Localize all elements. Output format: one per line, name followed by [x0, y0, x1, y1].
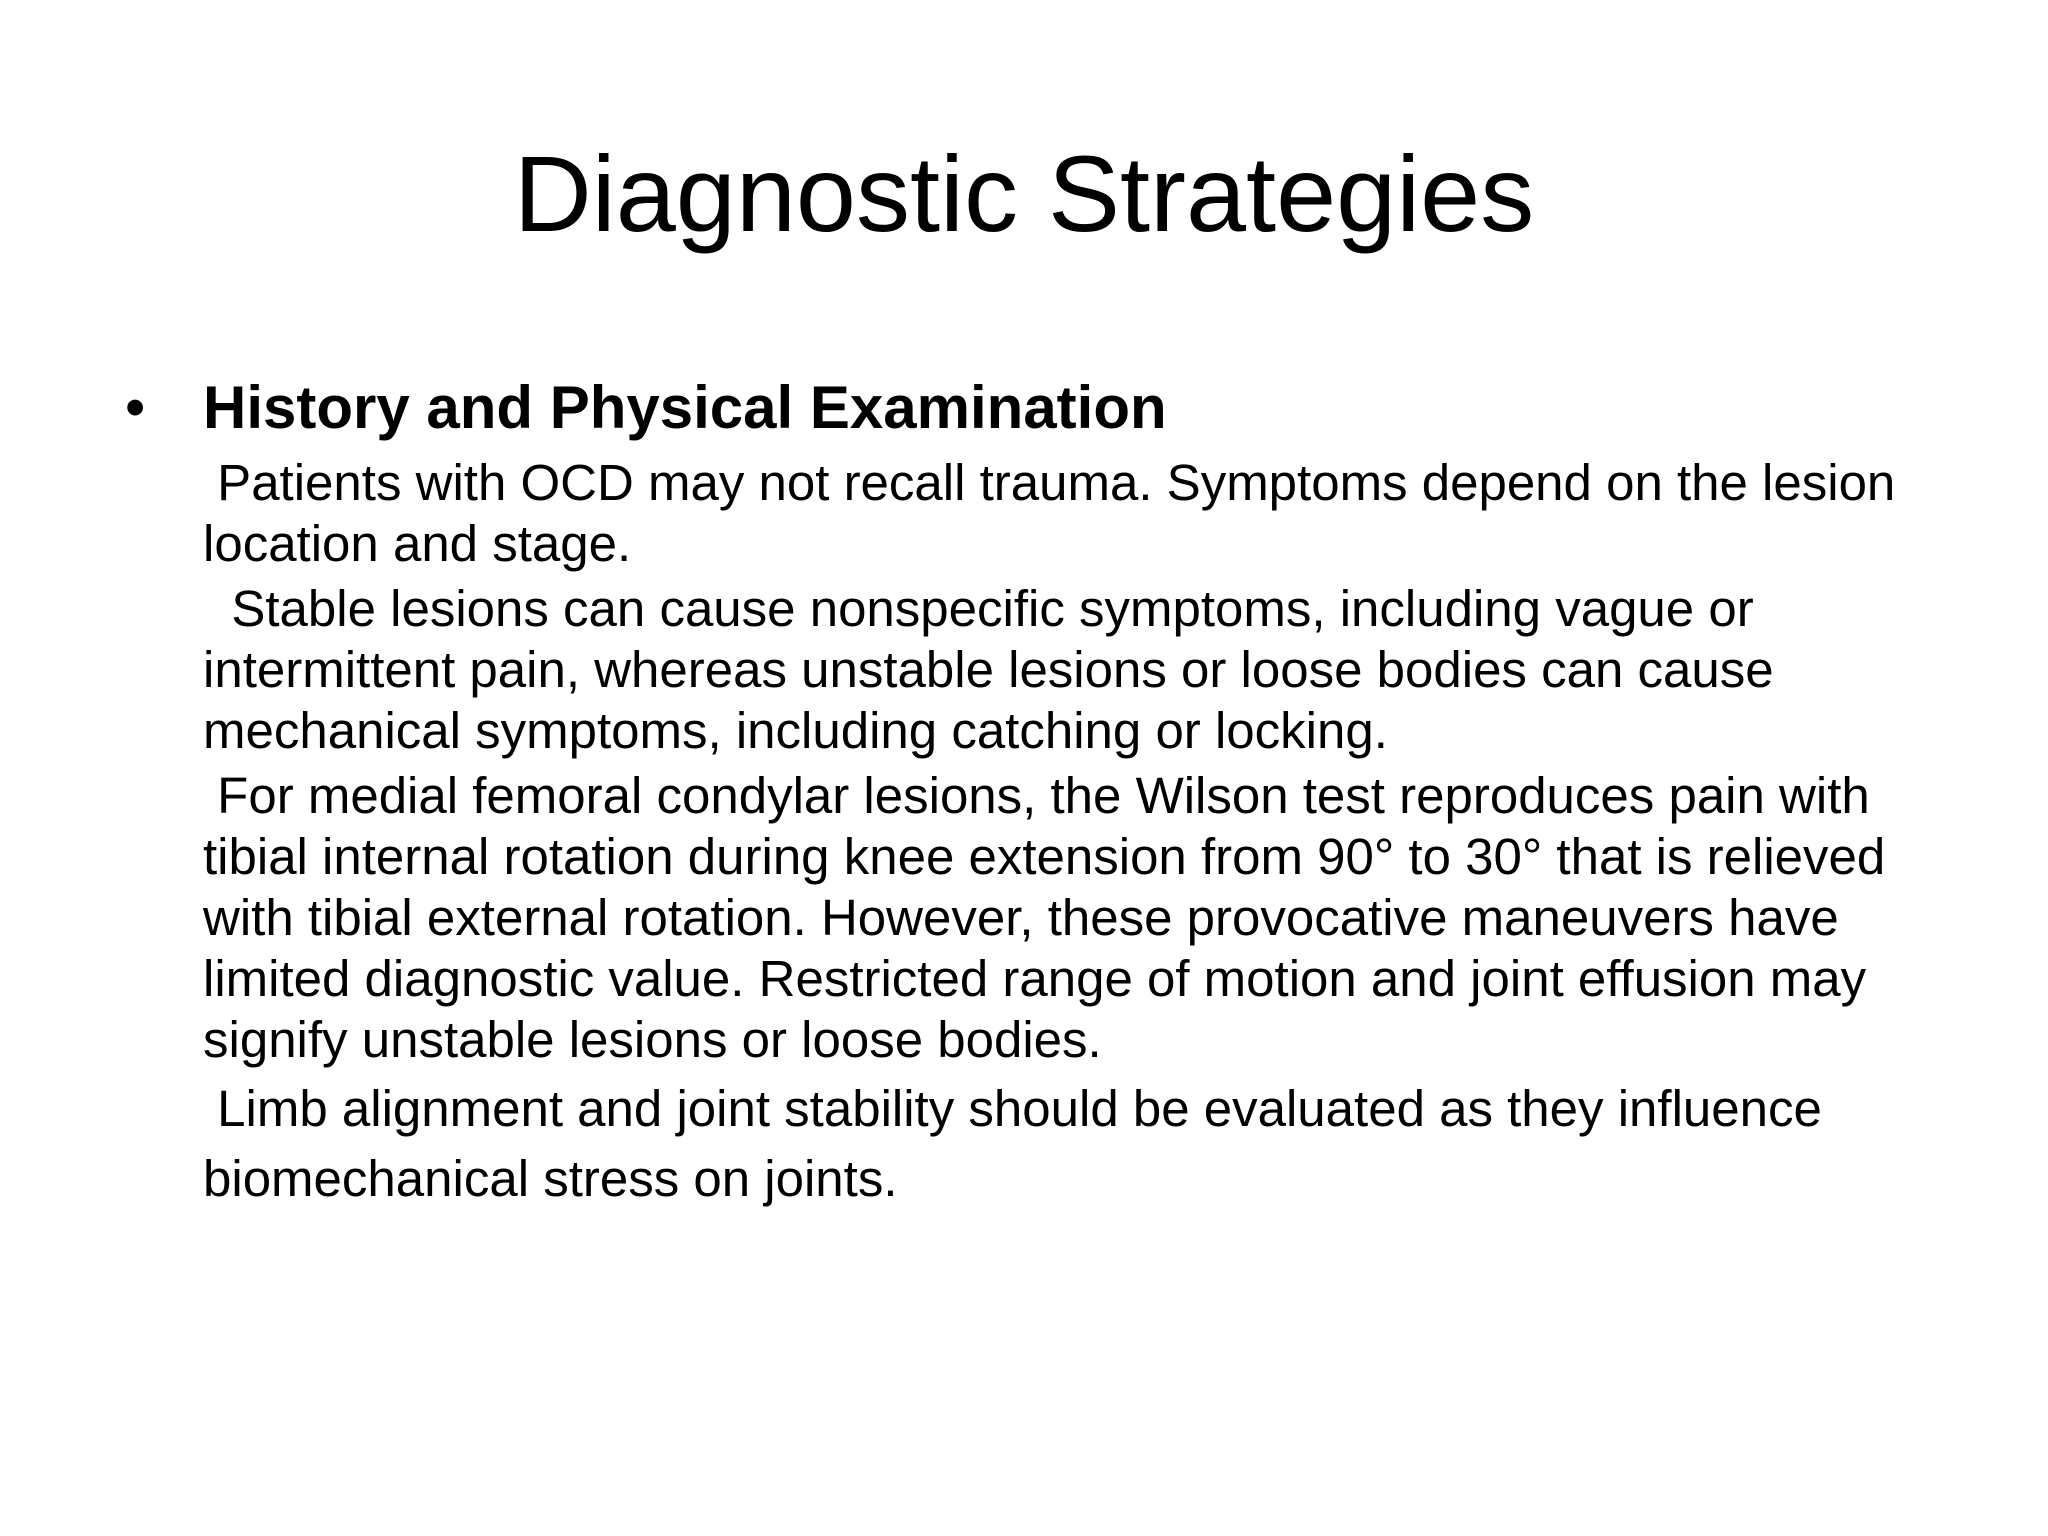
- slide-content: [125, 368, 1965, 1218]
- body-paragraph: Stable lesions can cause nonspecific symptoms, including vague or intermittent pain, whereas unstable lesions or loose bodies can cause mechanical symptoms, including catching or locking.: [203, 580, 1788, 759]
- body-paragraph: For medial femoral condylar lesions, the Wilson test reproduces pain with tibial internal rotation during knee extension from 90° to 30° that is relieved with tibial external rotation. However, these provocative maneuvers have limited diagnostic value. Restricted range of motion and joint effusion may signify unstable lesions or loose bodies.: [203, 767, 1900, 1068]
- bullet-body: [203, 452, 1963, 1214]
- bullet-dot-icon: •: [125, 375, 146, 440]
- bullet-heading: History and Physical Examination: [203, 374, 1167, 441]
- body-paragraph: Patients with OCD may not recall trauma. Symptoms depend on the lesion location and stage.: [203, 454, 1910, 572]
- slide-title: Diagnostic Strategies: [513, 133, 1535, 254]
- body-paragraph: Limb alignment and joint stability should be evaluated as they influence biomechanical stress on joints.: [203, 1080, 1837, 1207]
- bullet-item: [125, 368, 1965, 448]
